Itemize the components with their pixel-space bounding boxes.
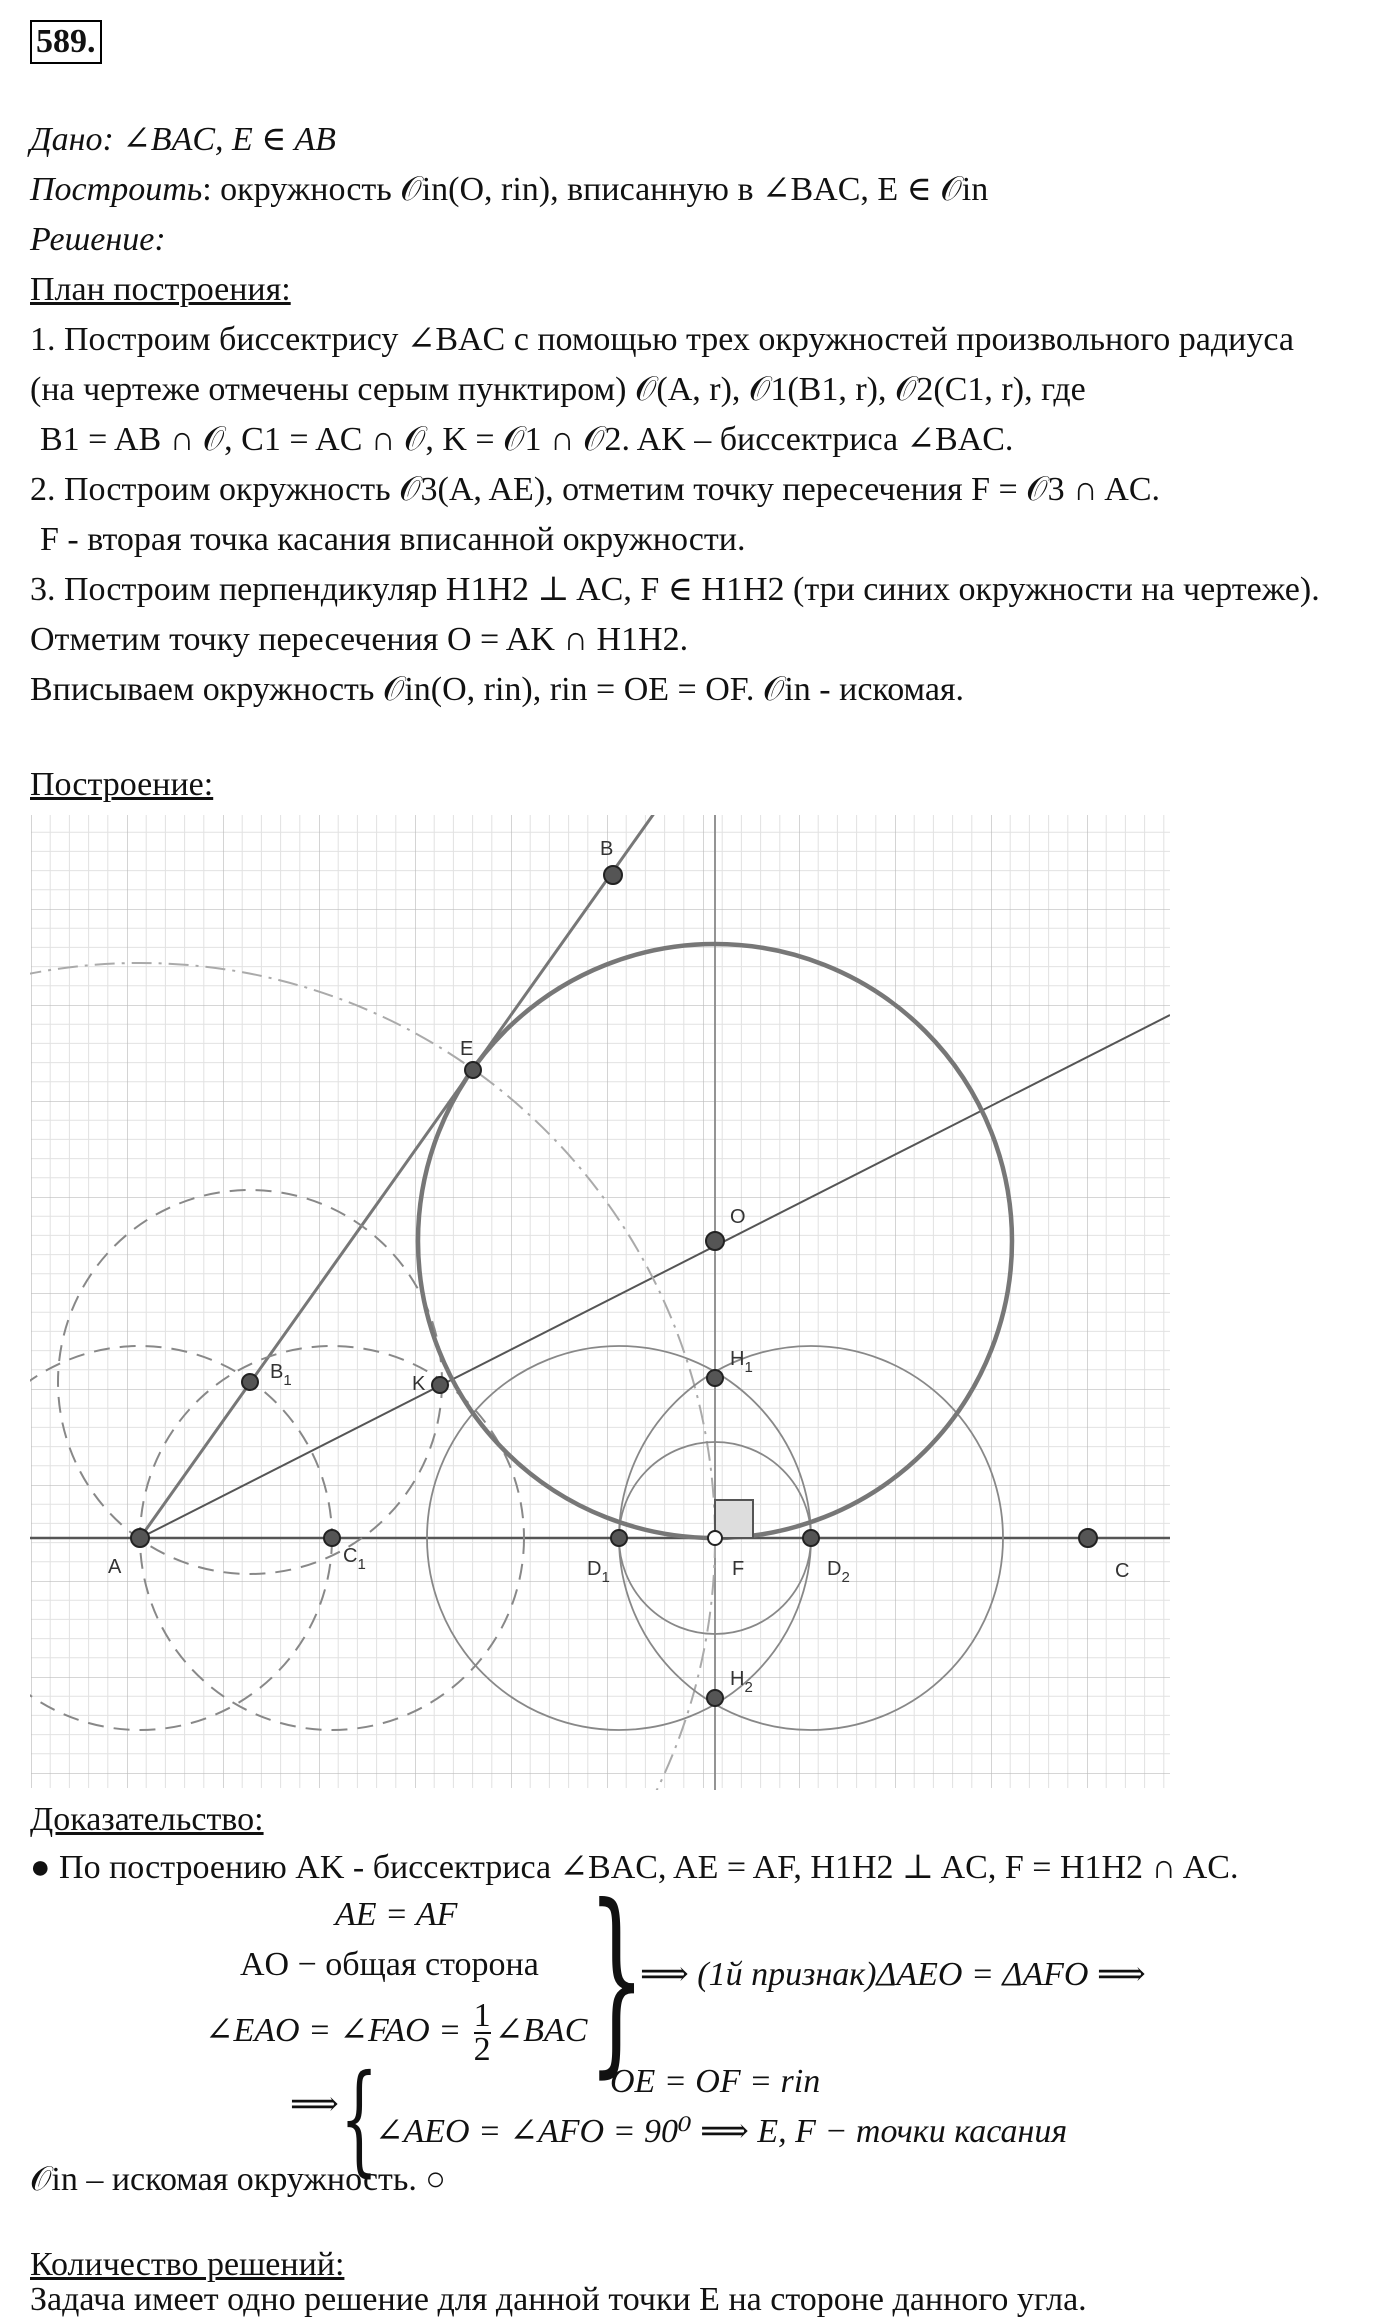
- system2-line-2: ∠AEO = ∠AFO = 90⁰ ⟹ E, F − точки касания: [375, 2113, 1068, 2150]
- count-text: Задача имеет одно решение для данной точки E на стороне данного угла.: [30, 2281, 1087, 2318]
- label-f: F: [732, 1558, 745, 1580]
- given-text: : ∠BAC, E ∈ AB: [102, 121, 336, 158]
- system1-line-2: AO − общая сторона: [240, 1946, 539, 1983]
- point-o: [706, 1232, 724, 1250]
- label-h1: $H_1$: [730, 1348, 753, 1376]
- construct-line: [30, 170, 988, 210]
- point-k: [432, 1377, 448, 1393]
- construction-heading: Построение:: [30, 766, 214, 803]
- plan-line: Вписываем окружность 𝒪in(O, rin), rin = OE = OF. 𝒪in - искомая.: [30, 671, 965, 708]
- point-d1: [611, 1530, 627, 1546]
- plan-line: (на чертеже отмечены серым пунктиром) 𝒪(A, r), 𝒪1(B1, r), 𝒪2(C1, r), где: [30, 371, 1086, 408]
- proof-heading: Доказательство:: [30, 1801, 264, 1838]
- system1-line-3: [205, 1997, 588, 2068]
- solution-label: Решение:: [30, 221, 166, 258]
- proof-final: 𝒪in – искомая окружность. ○: [30, 2161, 446, 2198]
- plan-line: 1. Построим биссектрису ∠BAC с помощью трех окружностей произвольного радиуса: [30, 321, 1294, 358]
- problem-number: 589.: [30, 20, 102, 64]
- label-c: C: [1115, 1560, 1130, 1582]
- system1-line-1: AE = AF: [335, 1896, 458, 1933]
- point-a: [131, 1529, 149, 1547]
- plan-line: F - вторая точка касания вписанной окружности.: [40, 521, 746, 558]
- point-c: [1079, 1529, 1097, 1547]
- angle-eq-text: ∠EAO = ∠FAO =: [205, 2011, 470, 2049]
- label-d2: $D_2$: [827, 1558, 850, 1586]
- label-e: E: [460, 1038, 474, 1060]
- plan-line: 3. Построим перпендикуляр H1H2 ⊥ AC, F ∈ H1H2 (три синих окружности на чертеже).: [30, 571, 1320, 608]
- plan-line: Отметим точку пересечения O = AK ∩ H1H2.: [30, 621, 689, 658]
- point-h2: [707, 1690, 723, 1706]
- point-b: [604, 866, 622, 884]
- point-d2: [803, 1530, 819, 1546]
- proof-bullet-line: ● По построению AK - биссектриса ∠BAC, AE = AF, H1H2 ⊥ AC, F = H1H2 ∩ AC.: [30, 1849, 1239, 1886]
- label-b: B: [600, 838, 614, 860]
- label-b1: $B_1$: [270, 1361, 292, 1389]
- implies-arrow: ⟹: [290, 2086, 339, 2123]
- label-h2: $H_2$: [730, 1668, 753, 1696]
- fraction-den: 2: [473, 2031, 491, 2068]
- given-label: Дано: [30, 121, 103, 158]
- point-b1: [242, 1374, 258, 1390]
- label-o: O: [730, 1206, 746, 1228]
- count-heading: Количество решений:: [30, 2246, 345, 2283]
- label-d1: $D_1$: [587, 1558, 610, 1586]
- system2-brace: {: [340, 2050, 379, 2189]
- plan-heading: План построения:: [30, 271, 291, 308]
- construction-figure: [30, 815, 1170, 1790]
- point-e: [465, 1062, 481, 1078]
- label-c1: $C_1$: [343, 1545, 366, 1573]
- angle-bac-text: ∠BAC: [494, 2011, 588, 2049]
- system2-line-1: OE = OF = rin: [610, 2063, 821, 2100]
- system1-brace: }: [588, 1863, 646, 2096]
- system1-conclusion: ⟹ (1й признак)ΔAEO = ΔAFO ⟹: [640, 1956, 1146, 1993]
- given-line: [30, 120, 336, 160]
- point-h1: [707, 1370, 723, 1386]
- point-f: [708, 1531, 722, 1545]
- fraction-half: [473, 1997, 491, 2068]
- right-angle-mark: [715, 1500, 753, 1538]
- construct-text: : окружность 𝒪in(O, rin), вписанную в ∠BAC, E ∈ 𝒪in: [202, 171, 989, 208]
- point-c1: [324, 1530, 340, 1546]
- label-k: K: [412, 1373, 426, 1395]
- label-a: A: [108, 1556, 122, 1578]
- fraction-num: 1: [473, 1997, 491, 2034]
- plan-line: B1 = AB ∩ 𝒪, C1 = AC ∩ 𝒪, K = 𝒪1 ∩ 𝒪2. AK – биссектриса ∠BAC.: [40, 421, 1014, 458]
- plan-line: 2. Построим окружность 𝒪3(A, AE), отметим точку пересечения F = 𝒪3 ∩ AC.: [30, 471, 1161, 508]
- construct-label: Построить: [30, 171, 203, 208]
